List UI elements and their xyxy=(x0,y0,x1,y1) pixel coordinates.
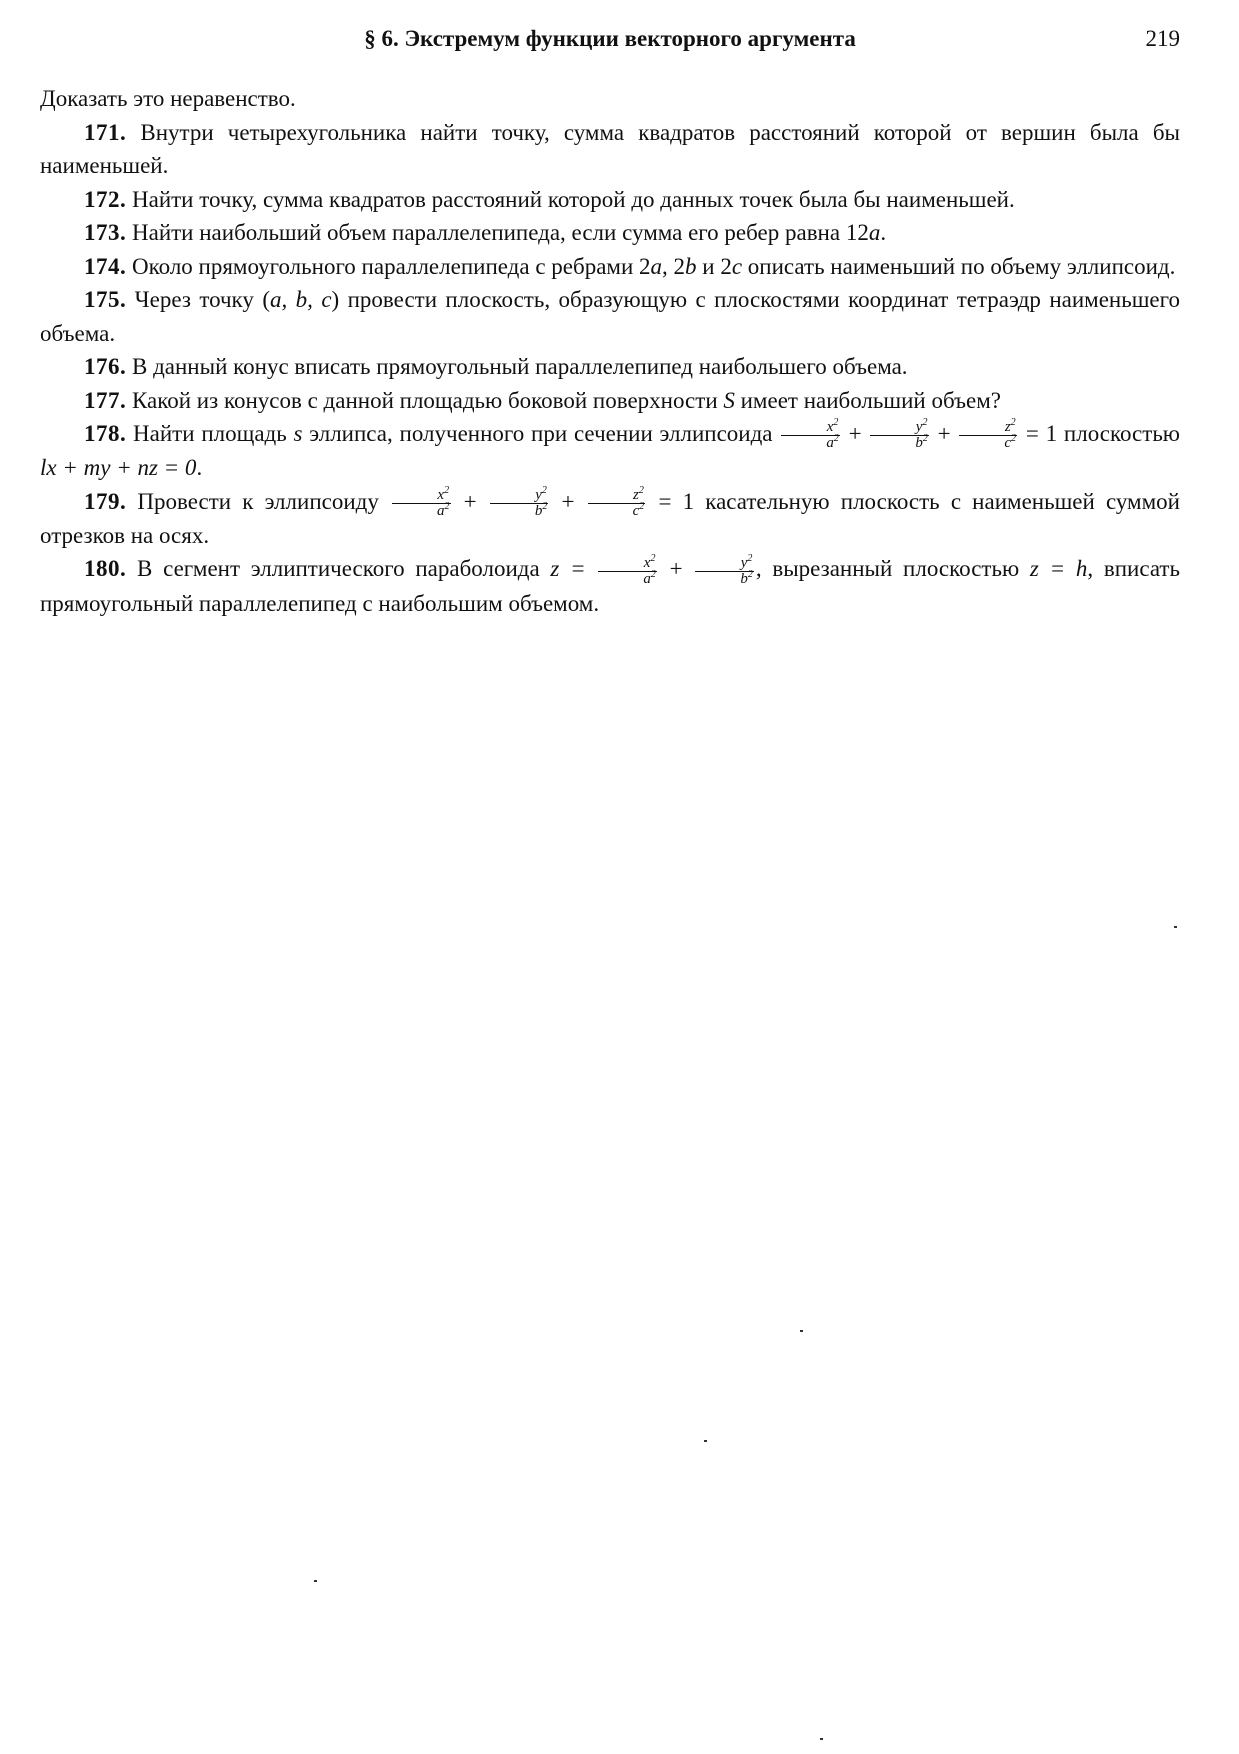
fraction-x2-a2: $\frac{x^2}{a^2}$ xyxy=(392,488,451,519)
math-var: a xyxy=(868,220,881,245)
plus-sign: + xyxy=(930,421,958,446)
problem-text: Найти наибольший объем параллелепипеда, если сумма его ребер равна 12 xyxy=(132,220,869,245)
problem-text: и 2 xyxy=(696,253,732,279)
fraction-y2-b2: $\frac{y^2}{b^2}$ xyxy=(490,488,549,519)
problem-text: Найти площадь xyxy=(133,421,294,446)
problem-number: 171. xyxy=(84,119,127,145)
equation-rhs: = 1 xyxy=(647,488,695,514)
problem-text: Около прямоугольного параллелепипеда с ребрами 2 xyxy=(132,253,651,279)
problem-number: 175. xyxy=(84,287,127,312)
fraction-x2-a2: $\frac{x^2}{a^2}$ xyxy=(598,556,657,587)
problem-number: 174. xyxy=(84,253,127,279)
problem-text: , 2 xyxy=(662,253,686,279)
problem-text: эллипса, полученного при сечении эллипсоида xyxy=(302,421,780,446)
problem-text: Внутри четырехугольника найти точку, сумма квадратов расстояний которой от вершин была бы наименьшей. xyxy=(40,119,1181,178)
problem-178 xyxy=(40,417,1180,485)
fraction-y2-b2: $\frac{y^2}{b^2}$ xyxy=(870,420,929,451)
problem-text: В сегмент эллиптического параболоида xyxy=(137,556,551,582)
plus-sign: + xyxy=(841,421,869,446)
plus-sign: + xyxy=(452,488,488,514)
math-var: S xyxy=(723,387,735,413)
problem-text: касательную плоскость с наименьшей суммой отрезков на осях. xyxy=(40,488,1180,548)
math-var: a xyxy=(650,253,663,279)
problem-text: В данный конус вписать прямоугольный параллелепипед наибольшего объема. xyxy=(132,354,908,379)
problem-number: 177. xyxy=(84,387,127,413)
problem-172 xyxy=(40,183,1180,217)
plus-sign: + xyxy=(550,488,586,514)
scan-speck xyxy=(820,1738,823,1740)
scan-speck xyxy=(314,1580,317,1582)
problem-text: . xyxy=(196,455,203,481)
intro-text: Доказать это неравенство. xyxy=(40,86,296,111)
math-var: s xyxy=(293,421,303,446)
running-head xyxy=(40,26,1180,58)
page-number: 219 xyxy=(1145,26,1180,51)
problem-number: 180. xyxy=(84,556,127,582)
fraction-y2-b2: $\frac{y^2}{b^2}$ xyxy=(695,556,754,587)
problem-176 xyxy=(40,350,1180,384)
problem-text: Найти точку, сумма квадратов расстояний которой до данных точек была бы наименьшей. xyxy=(132,186,1015,212)
problem-text: Провести к эллипсоиду xyxy=(137,488,391,514)
equation-rhs: = 1 xyxy=(1019,421,1058,446)
section-title: § 6. Экстремум функции векторного аргумента xyxy=(364,26,856,51)
math-lhs: z = xyxy=(550,556,597,582)
scan-speck xyxy=(800,1330,803,1332)
plane-equation: z = h xyxy=(1029,556,1088,582)
problem-text: описать наименьший по объему эллипсоид. xyxy=(742,253,1176,279)
problem-number: 173. xyxy=(84,220,127,245)
problem-text: Какой из конусов с данной площадью боковой поверхности xyxy=(132,387,724,413)
problem-text: , вырезанный плоскостью xyxy=(755,556,1030,582)
problem-171 xyxy=(40,116,1180,183)
math-point: a, b, c xyxy=(269,287,332,312)
intro-line xyxy=(40,82,1180,116)
problem-text: плоскостью xyxy=(1057,421,1180,446)
problem-174 xyxy=(40,250,1180,284)
problem-number: 178. xyxy=(84,421,127,446)
problem-text: имеет наибольший объем? xyxy=(734,387,1001,413)
problem-179 xyxy=(40,485,1180,553)
problem-177 xyxy=(40,384,1180,418)
plane-equation: lx + my + nz = 0 xyxy=(40,455,197,481)
problem-175 xyxy=(40,283,1180,350)
scan-speck xyxy=(704,1440,707,1442)
problem-text: . xyxy=(880,220,887,245)
problem-text: Через точку ( xyxy=(134,287,270,312)
math-var: c xyxy=(731,253,743,279)
scan-speck xyxy=(1174,926,1177,928)
problem-text: , вписать прямоугольный параллелепипед с наибольшим объемом. xyxy=(40,556,1180,616)
page-body xyxy=(40,82,1180,620)
math-var: b xyxy=(685,253,697,279)
problem-173 xyxy=(40,216,1180,250)
problem-number: 179. xyxy=(84,488,127,514)
problem-number: 172. xyxy=(84,186,127,212)
plus-sign: + xyxy=(658,556,694,582)
fraction-z2-c2: $\frac{z^2}{c^2}$ xyxy=(959,420,1017,451)
problem-text: ) провести плоскость, образующую с плоскостями координат тетраэдр наименьшего объема. xyxy=(40,287,1180,346)
fraction-z2-c2: $\frac{z^2}{c^2}$ xyxy=(588,488,646,519)
problem-number: 176. xyxy=(84,354,127,379)
fraction-x2-a2: $\frac{x^2}{a^2}$ xyxy=(781,420,840,451)
problem-180 xyxy=(40,552,1180,620)
